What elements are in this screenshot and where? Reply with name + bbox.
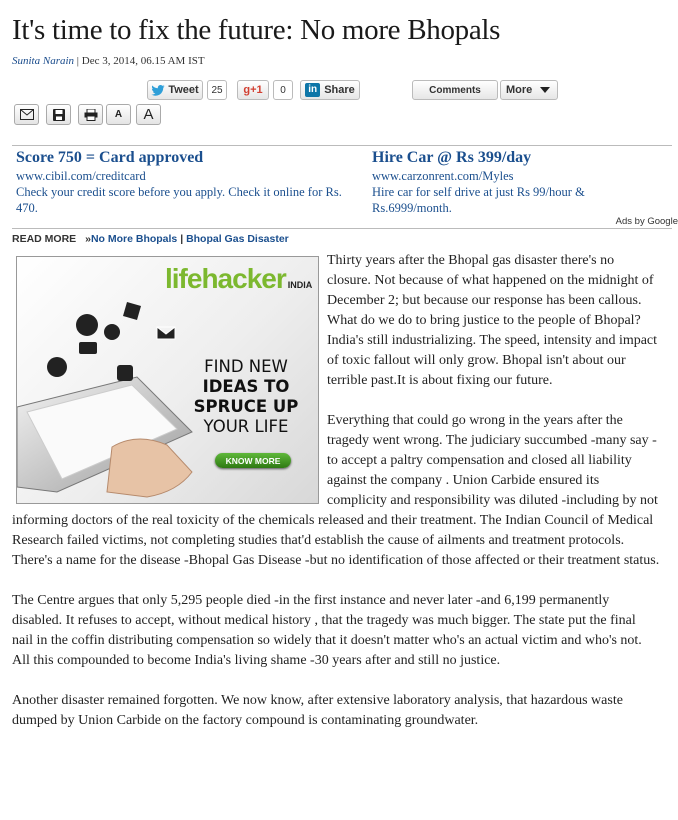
ad-2-title[interactable]: Hire Car @ Rs 399/day (372, 149, 532, 166)
author-link[interactable]: Sunita Narain (12, 55, 75, 67)
banner-line-4: YOUR LIFE (203, 417, 289, 436)
banner-line-1: FIND NEW (204, 357, 288, 376)
byline-separator: | (74, 55, 82, 67)
email-button[interactable] (14, 104, 39, 125)
banner-line-2: IDEAS TO (202, 377, 290, 396)
article-paragraph-2: Everything that could go wrong in the years after the tragedy went wrong. The judiciary succumbed -many say -to accept a paltry compensation and closed all liability against the company . Union Carbide ensured its complicity and responsibility was diluted -including by not informing doctors of the real toxicity of the chemicals released and their treatment. The Indian Council of Medical Research failed victims, not completing studies that'd establish the cause of ailments and treatment protocols. There's a name for the disease -Bhopal Gas Disease -but no identification of those affected or their treatment status. (12, 413, 660, 568)
google-plus-button[interactable] (237, 80, 269, 100)
increase-font-button[interactable]: A (136, 104, 161, 125)
banner-region: INDIA (287, 280, 313, 290)
banner-brand-name: lifehacker (165, 263, 286, 294)
save-button[interactable] (46, 104, 71, 125)
read-more-separator: | (177, 233, 187, 245)
article-headline: It's time to fix the future: No more Bhopals (12, 14, 501, 46)
banner-spacer (12, 251, 327, 504)
banner-know-more-button[interactable]: KNOW MORE (215, 453, 291, 468)
tweet-label: Tweet (168, 84, 199, 96)
google-plus-label: +1 (250, 84, 263, 96)
article-paragraph-4: Another disaster remained forgotten. We now know, after extensive laboratory analysis, that hazardous waste dumped by Union Carbide on the factory compound is contaminating groundwater. (12, 693, 623, 728)
article-paragraph-3: The Centre argues that only 5,295 people died -in the first instance and never later -and 6,199 permanently disabled. It refuses to accept, without medical history , that the tragedy was much bigger. The state put the final nail in the coffin distributing compensation so widely that it doesn't matter who's an actual victim and who's not. All this compounded to become India's living shame -30 years after and still no justice. (12, 593, 642, 668)
comments-button[interactable]: Comments (412, 80, 498, 100)
ads-by-google-label[interactable]: Ads by Google (615, 216, 678, 227)
ads-bottom-divider (12, 228, 672, 229)
ad-1-url[interactable]: www.cibil.com/creditcard (16, 169, 146, 183)
decrease-font-button[interactable]: A (106, 104, 131, 125)
envelope-icon (20, 109, 34, 120)
ad-unit-2[interactable] (372, 150, 642, 216)
share-bar (0, 80, 678, 104)
ad-2-url[interactable]: www.carzonrent.com/Myles (372, 169, 514, 183)
print-button[interactable] (78, 104, 103, 125)
caret-down-icon (540, 87, 550, 93)
read-more-arrows: » (85, 233, 91, 245)
read-more-link-no-more-bhopals[interactable]: No More Bhopals (90, 233, 178, 245)
floppy-disk-icon (53, 109, 65, 121)
tweet-button[interactable] (147, 80, 203, 100)
article-body (12, 251, 660, 751)
linkedin-share-label: Share (324, 84, 355, 96)
more-label: More (506, 84, 533, 96)
ad-2-text: Hire car for self drive at just Rs 99/hour & Rs.6999/month. (372, 185, 585, 215)
publish-date: Dec 3, 2014, 06.15 AM IST (81, 55, 205, 67)
ad-1-title[interactable]: Score 750 = Card approved (16, 149, 204, 166)
read-more-label: READ MORE (12, 233, 77, 245)
ads-top-divider (12, 145, 672, 146)
twitter-bird-icon (151, 85, 165, 96)
byline (12, 55, 205, 67)
read-more-bar (12, 233, 289, 245)
article-paragraph-1: Thirty years after the Bhopal gas disaster there's no closure. Not because of what happened on the midnight of December 2; but because our response has been callous. What do we do to bring justice to the people of Bhopal? India's still industrializing. The speed, intensity and impact of toxic fallout will only grow. Bhopal isn't about our terrible past.It is about fixing our future. (327, 253, 658, 388)
tweet-count: 25 (207, 80, 227, 100)
google-plus-count: 0 (273, 80, 293, 100)
ad-unit-1[interactable] (16, 150, 361, 216)
ad-1-text: Check your credit score before you apply. Check it online for Rs. 470. (16, 185, 342, 215)
printer-icon (84, 109, 98, 121)
linkedin-share-button[interactable] (300, 80, 360, 100)
banner-line-3: SPRUCE UP (193, 397, 299, 416)
more-button[interactable] (500, 80, 558, 100)
read-more-link-bhopal-gas-disaster[interactable]: Bhopal Gas Disaster (186, 233, 289, 245)
google-plus-icon: g (243, 84, 251, 96)
linkedin-icon: in (305, 83, 320, 97)
